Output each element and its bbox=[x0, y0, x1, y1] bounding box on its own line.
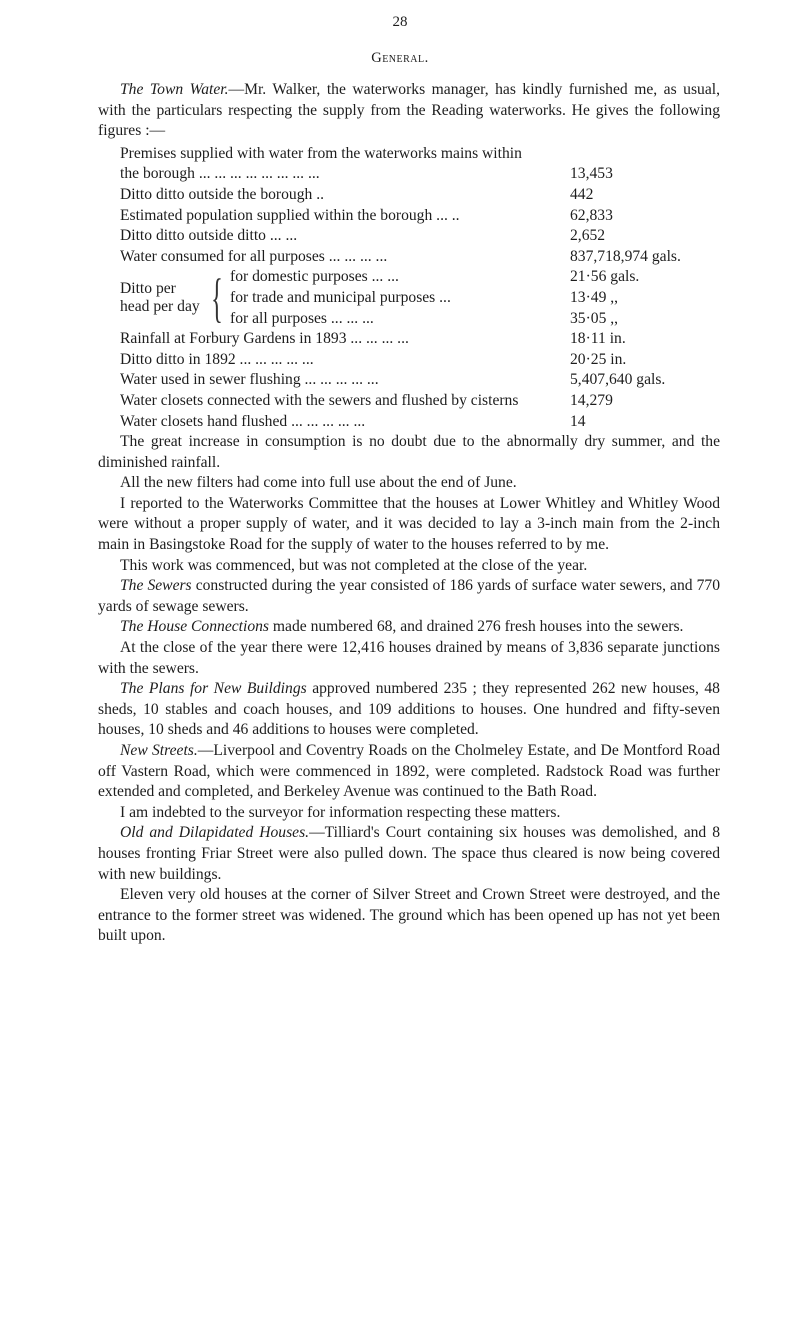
per-head-row bbox=[230, 288, 720, 309]
house-connections-paragraph bbox=[98, 617, 720, 638]
stat-label: for all purposes ... ... ... bbox=[230, 309, 374, 327]
stat-label: Estimated population supplied within the borough ... .. bbox=[120, 206, 460, 224]
plans-paragraph bbox=[98, 679, 720, 741]
page-content bbox=[98, 80, 720, 947]
old-houses-text: —Tilliard's Court containing six houses was demolished, and 8 houses fronting Friar Street were also pulled down. The space thus cleared is now being covered with new buildings. bbox=[98, 824, 720, 883]
stat-value: 14,279 bbox=[570, 391, 613, 409]
stat-row-rain-1892 bbox=[98, 350, 720, 371]
plans-text: approved numbered 235 ; they represented 262 new houses, 48 sheds, 10 stables and coach houses, and 109 additions to houses. One hundred and fifty-seven houses, 10 sheds and 46 additions to houses were completed. bbox=[98, 680, 720, 739]
per-head-label: Ditto per head per day bbox=[120, 280, 200, 316]
stat-row-population bbox=[98, 206, 720, 227]
stat-label: Water consumed for all purposes ... ... ... ... bbox=[120, 247, 388, 265]
stat-value: 2,652 bbox=[570, 227, 606, 245]
stat-value: 14 bbox=[570, 412, 586, 430]
stat-label: Water used in sewer flushing ... ... ... ... ... bbox=[120, 371, 379, 389]
premises-lead-label: Premises supplied with water from the waterworks mains within bbox=[120, 144, 522, 162]
paragraph: I reported to the Waterworks Committee that the houses at Lower Whitley and Whitley Wood were without a proper supply of water, and it was decided to lay a 3-inch main from the 2-inch main in Basingstoke Road for the supply of water to the houses referred to by me. bbox=[98, 494, 720, 554]
stat-value: 13,453 bbox=[570, 165, 613, 183]
stat-value: 20·25 in. bbox=[570, 350, 627, 368]
stat-value: 18·11 in. bbox=[570, 330, 626, 348]
stat-row-population-outside bbox=[98, 226, 720, 247]
stat-label: the borough ... ... ... ... ... ... ... ... bbox=[120, 165, 320, 183]
stat-value: 13·49 ,, bbox=[570, 288, 619, 306]
streets-title: New Streets. bbox=[120, 742, 198, 759]
intro-text: —Mr. Walker, the waterworks manager, has kindly furnished me, as usual, with the particulars respecting the supply from the Reading waterworks. He gives the following figures :— bbox=[98, 81, 720, 140]
paragraph: Eleven very old houses at the corner of Silver Street and Crown Street were destroyed, and the entrance to the former street was widened. The ground which has been opened up has not yet been built upon. bbox=[98, 886, 720, 945]
stat-row-closets-hand bbox=[98, 412, 720, 433]
sewers-title: The Sewers bbox=[120, 577, 192, 595]
stat-value: 837,718,974 gals. bbox=[570, 247, 681, 265]
per-head-label-wrap bbox=[98, 267, 230, 329]
old-houses-title: Old and Dilapidated Houses. bbox=[120, 824, 310, 842]
water-statistics bbox=[98, 144, 720, 432]
stat-label: for domestic purposes ... ... bbox=[230, 268, 399, 286]
intro-paragraph bbox=[98, 80, 720, 142]
stat-row-premises-lead bbox=[98, 144, 720, 165]
sewers-text: constructed during the year consisted of 186 yards of surface water sewers, and 770 yards of sewage sewers. bbox=[98, 577, 721, 615]
brace-icon: { bbox=[211, 268, 223, 329]
per-head-rows bbox=[230, 267, 720, 329]
old-houses-paragraph bbox=[98, 823, 720, 885]
stat-label: Ditto ditto in 1892 ... ... ... ... ... bbox=[120, 350, 314, 368]
sewers-paragraph bbox=[98, 576, 720, 617]
section-heading: General. bbox=[371, 50, 429, 66]
paragraph: All the new filters had come into full use about the end of June. bbox=[120, 474, 517, 492]
per-head-block bbox=[98, 267, 720, 329]
stat-label: Water closets connected with the sewers and flushed by cisterns bbox=[120, 391, 519, 409]
stat-row-premises-outside bbox=[98, 185, 720, 206]
paragraph: This work was commenced, but was not completed at the close of the year. bbox=[120, 556, 588, 574]
stat-value: 5,407,640 gals. bbox=[570, 371, 666, 389]
stat-value: 62,833 bbox=[570, 206, 613, 224]
house-connections-title: The House Connections bbox=[120, 618, 269, 636]
house-connections-text: made numbered 68, and drained 276 fresh houses into the sewers. bbox=[269, 618, 684, 636]
paragraph: The great increase in consumption is no doubt due to the abnormally dry summer, and the diminished rainfall. bbox=[98, 433, 720, 471]
plans-title: The Plans for New Buildings bbox=[120, 680, 307, 698]
stat-label: Ditto ditto outside ditto ... ... bbox=[120, 227, 298, 245]
stat-label: for trade and municipal purposes ... bbox=[230, 288, 451, 306]
stat-row-water-all bbox=[98, 247, 720, 268]
stat-row-premises-within bbox=[98, 164, 720, 185]
stat-row-rain-1893 bbox=[98, 329, 720, 350]
streets-paragraph bbox=[98, 741, 720, 803]
stat-label: Ditto ditto outside the borough .. bbox=[120, 185, 325, 203]
per-head-row bbox=[230, 309, 720, 330]
stat-value: 21·56 gals. bbox=[570, 268, 640, 286]
stat-value: 442 bbox=[570, 185, 594, 203]
paragraph: I am indebted to the surveyor for information respecting these matters. bbox=[120, 803, 561, 821]
stat-row-sewer-flush bbox=[98, 370, 720, 391]
stat-value: 35·05 ,, bbox=[570, 309, 619, 327]
stat-label: Water closets hand flushed ... ... ... ... ... bbox=[120, 412, 366, 430]
stat-row-closets-cistern bbox=[98, 391, 720, 412]
per-head-row bbox=[230, 267, 720, 288]
streets-text: —Liverpool and Coventry Roads on the Cholmeley Estate, and De Montford Road off Vastern Road, which were commenced in 1892, were completed. Radstock Road was further extended and completed, and Berkeley Avenue was continued to the Bath Road. bbox=[98, 742, 720, 801]
page-number: 28 bbox=[392, 14, 408, 30]
paragraph: At the close of the year there were 12,416 houses drained by means of 3,836 separate junctions with the sewers. bbox=[98, 639, 720, 677]
intro-title: The Town Water. bbox=[120, 81, 229, 98]
stat-label: Rainfall at Forbury Gardens in 1893 ... ... ... ... bbox=[120, 330, 409, 348]
